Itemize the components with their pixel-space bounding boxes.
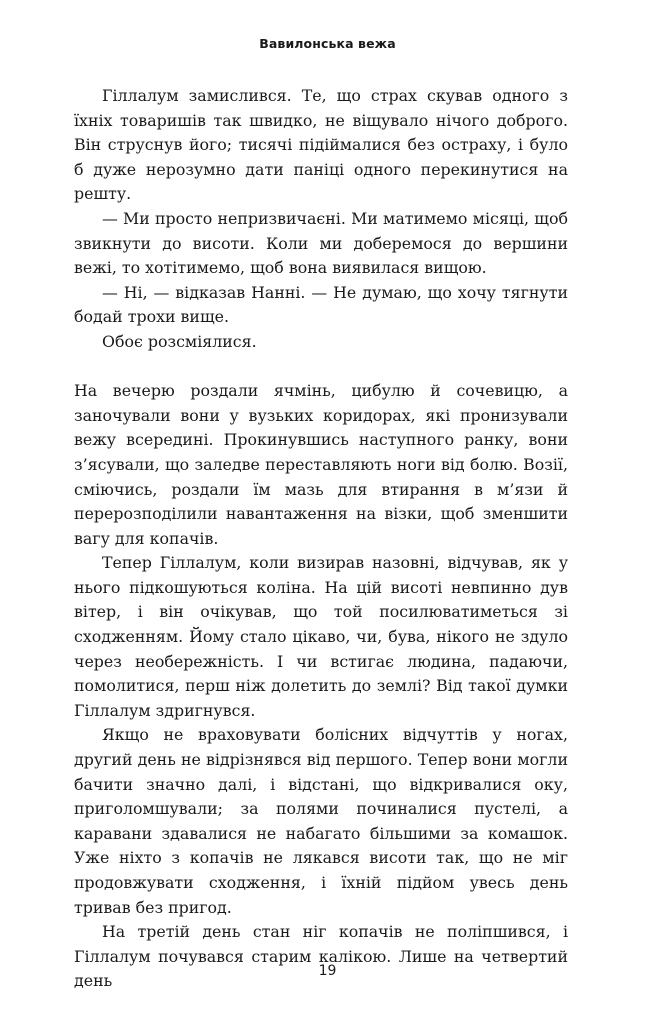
- paragraph-2: — Ми просто непризвичаєні. Ми матимемо місяці, щоб звикнути до висоти. Коли ми доберемося до вершини вежі, то хотітимемо, щоб вона виявилася вищою.: [74, 208, 568, 278]
- body-text: [74, 84, 568, 994]
- page-number: 19: [318, 963, 337, 979]
- paragraph-1: Гіллалум замислився. Те, що страх скував одного з їхніх товаришів так швидко, не віщувало нічого доброго. Він струснув його; тисячі підіймалися без остраху, і було б дуже нерозумно дати паніці одного перекинутися на решту.: [74, 86, 568, 204]
- paragraph-4: Обоє розсміялися.: [102, 331, 257, 351]
- running-head-title: Вавилонська вежа: [259, 36, 396, 51]
- paragraph-6: Тепер Гіллалум, коли визирав назовні, відчував, як у нього підкошуються коліна. На цій висоті невпинно дув вітер, і він очікував, що той посилюватиметься зі сходженням. Йому стало цікаво, чи, бува, нікого не здуло через необережність. І чи встигає людина, падаючи, помолитися, перш ніж долетить до землі? Від такої думки Гіллалум здригнувся.: [74, 553, 568, 720]
- paragraph-3: — Ні, — відказав Нанні. — Не думаю, що хочу тягнути бодай трохи вище.: [74, 282, 568, 327]
- paragraph-5: На вечерю роздали ячмінь, цибулю й сочевицю, а заночували вони у вузьких коридорах, які пронизували вежу всередині. Прокинувшись наступного ранку, вони з’ясували, що заледве переставляють ноги від болю. Возії, сміючись, роздали їм мазь для втирання в м’язи й перерозподілили навантаження на візки, щоб зменшити вагу для копачів.: [74, 381, 568, 548]
- paragraph-8: На третій день стан ніг копачів не поліпшився, і Гіллалум почувався старим калікою. Лише на четвертий день: [74, 922, 568, 991]
- paragraph-7: Якщо не враховувати болісних відчуттів у ногах, другий день не відрізнявся від першого. Тепер вони могли бачити значно далі, і відстані, що відкривалися оку, приголомшували; за полями починалися пустелі, а каравани здавалися не набагато більшими за комашок. Уже ніхто з копачів не лякався висоти так, що не міг продовжувати сходження, і їхній підйом увесь день тривав без пригод.: [74, 725, 568, 917]
